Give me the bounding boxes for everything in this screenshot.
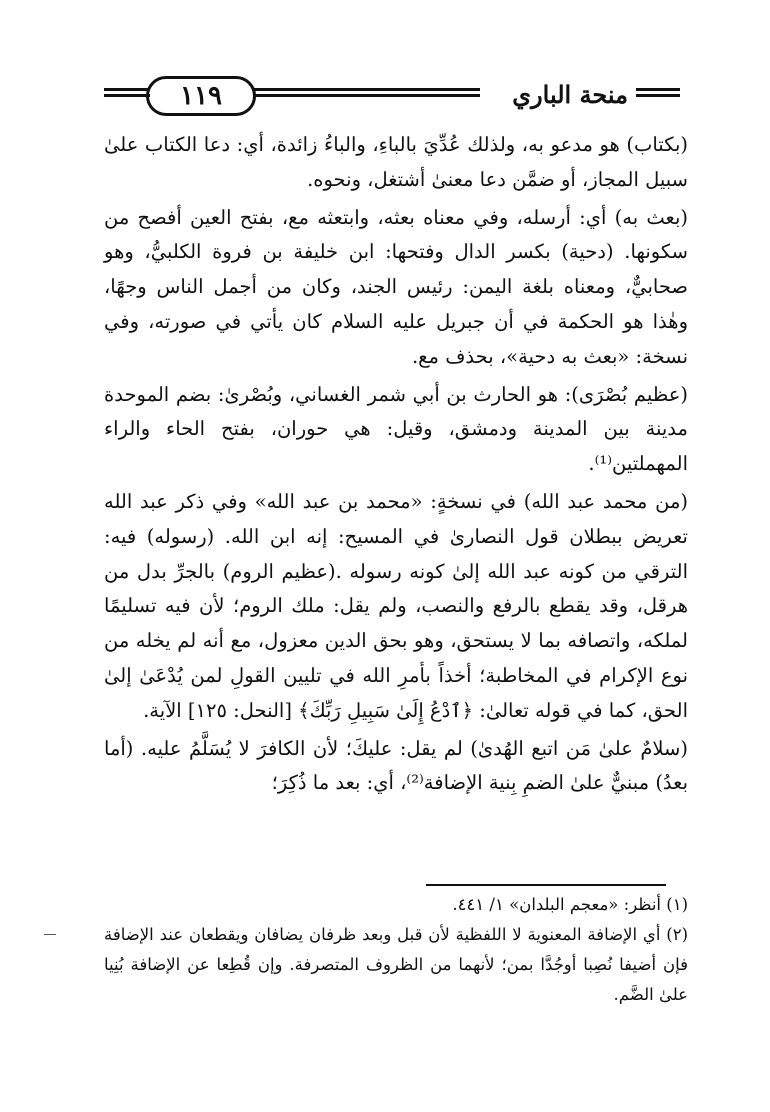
header-ornament-lines <box>248 86 480 98</box>
header-ornament-lines <box>104 86 150 98</box>
book-title: منحة الباري <box>512 80 628 109</box>
page-header <box>104 72 680 116</box>
footnote-separator <box>426 884 666 886</box>
paragraph: (عظيم بُصْرَى): هو الحارث بن أبي شمر الغساني، وبُصْرىٰ: بضم الموحدة مدينة بين المدينة ودمشق، وقيل: هي حوران، بفتح الحاء والراء المهملتين⁽¹⁾. <box>104 382 688 476</box>
footnotes <box>104 890 688 1010</box>
paragraph: (سلامٌ علىٰ مَن اتبع الهُدىٰ) لم يقل: عليكَ؛ لأن الكافرَ لا يُسَلَّمُ عليه. (أما بعدُ) مبنيٌّ علىٰ الضمِ بِنية الإضافة⁽²⁾، أي: بعد ما ذُكِرَ؛ <box>104 736 688 795</box>
paragraph: (بعث به) أي: أرسله، وفي معناه بعثه، وابتعثه مع، بفتح العين أفصح من سكونها. (دحية) بكسر الدال وفتحها: ابن خليفة بن فروة الكلبيُّ، وهو صحابيٌّ، ومعناه بلغة اليمن: رئيس الجند، وكان من أجمل الناس وجهًا، وهٰذا هو الحكمة في أن جبريل عليه السلام كان يأتي في صورته، وفي نسخة: «بعث به دحية»، بحذف مع. <box>104 205 688 368</box>
page-number: ١١٩ <box>146 76 256 116</box>
main-text <box>104 128 688 804</box>
footnote: (١) أنظر: «معجم البلدان» ١/ ٤٤١. <box>452 895 688 914</box>
header-ornament-lines <box>636 86 680 98</box>
footnote: (٢) أي الإضافة المعنوية لا اللفظية لأن قبل وبعد ظرفان يضافان ويقطعان عند الإضافة فإن أضيفا نُصِبا أوجُدَّا بمن؛ لأنهما من الظروف المتصرفة. وإن قُطِعا عن الإضافة بُنِيا علىٰ الضَّم. <box>104 925 688 1004</box>
paragraph: (بكتاب) هو مدعو به، ولذلك عُدِّيَ بالباءِ، والباءُ زائدة، أي: دعا الكتاب علىٰ سبيل المجاز، أو ضمَّن دعا معنىٰ أشتغل، ونحوه. <box>104 133 688 191</box>
paragraph: (من محمد عبد الله) في نسخةٍ: «محمد بن عبد الله» وفي ذكر عبد الله تعريض ببطلان قول النصارىٰ في المسيح: إنه ابن الله. (رسوله) فيه: الترقي من كونه عبد الله إلىٰ كونه رسوله .(عظيم الروم) بالجرِّ بدل من هرقل، وقد يقطع بالرفع والنصب، ولم يقل: ملك الروم؛ لأن فيه تسليمًا لملكه، واتصافه بما لا يستحق، وهو بحق الدين معزول، مع أنه لم يخله من نوع الإكرام في المخاطبة؛ أخذاً بأمرِ الله في تليين القولِ لمن يُدْعَىٰ إلىٰ الحق، كما في قوله تعالىٰ: ﴿ٱدْعُ إِلَىٰ سَبِيلِ رَبِّكَ﴾ [النحل: ١٢٥] الآية. <box>104 489 688 722</box>
margin-mark <box>44 934 56 935</box>
